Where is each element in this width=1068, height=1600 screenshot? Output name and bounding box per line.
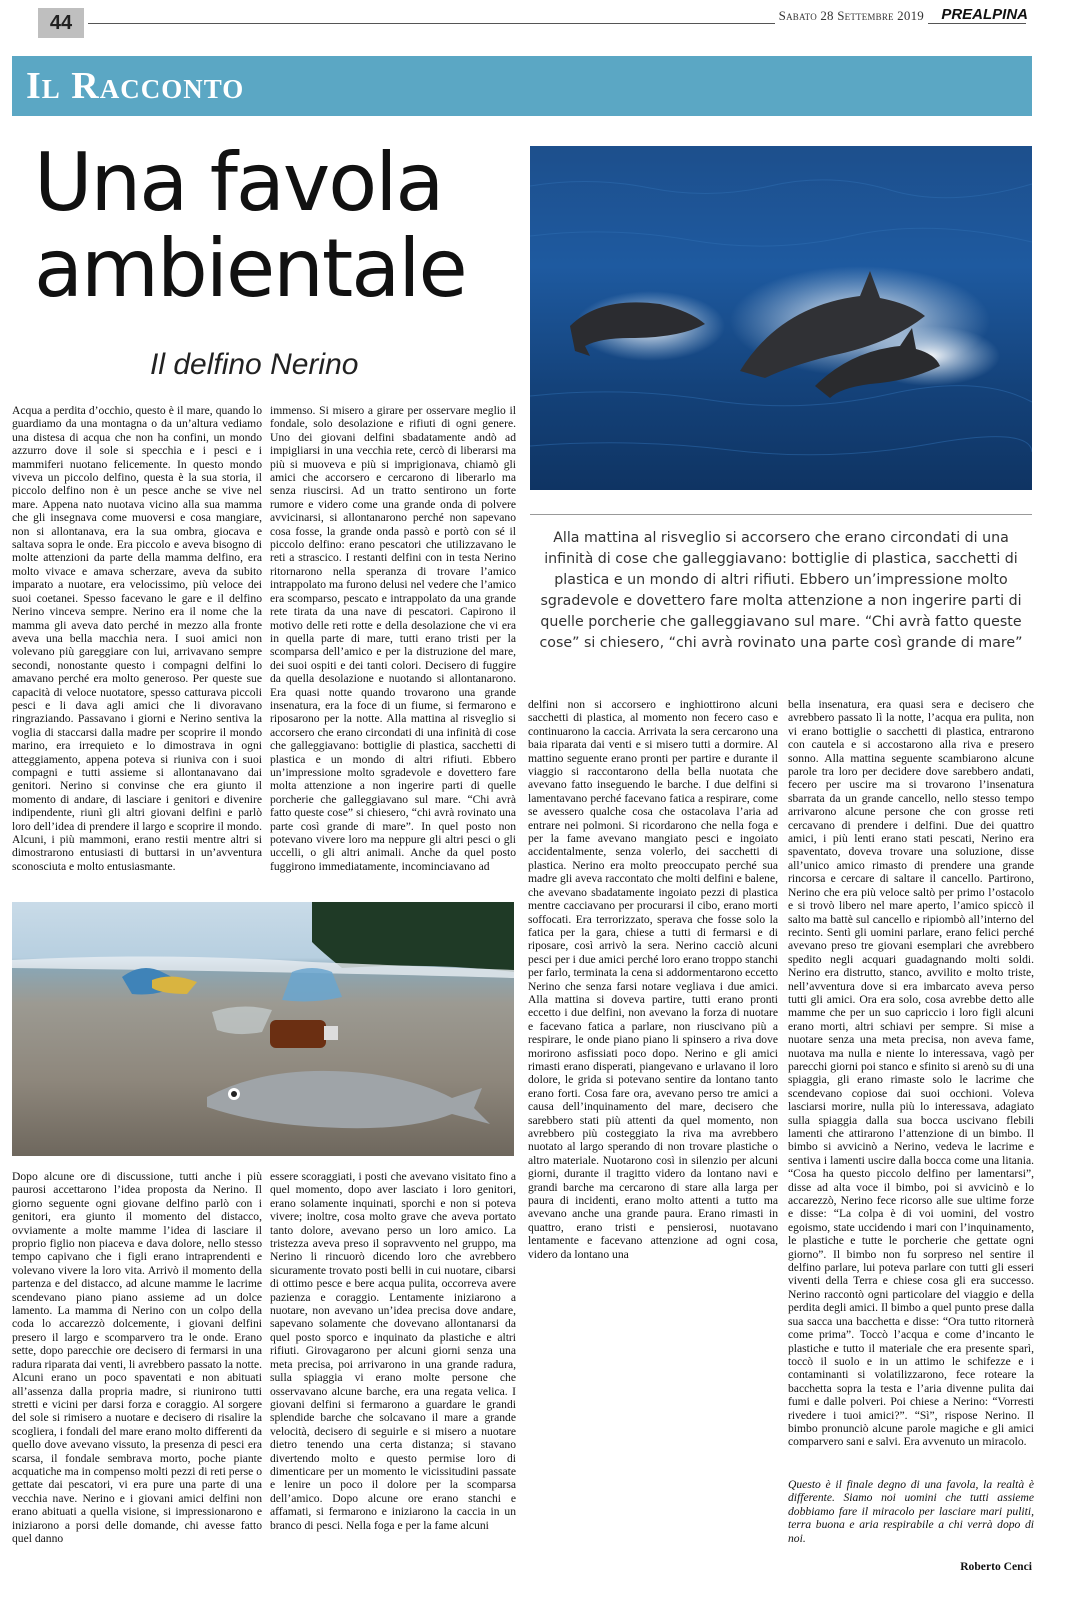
paragraph: essere scoraggiati, i posti che avevano visitato fino a quel momento, dopo aver lasciato i loro genitori, erano solamente inquinati, sporchi e non si poteva vivere; inoltre, cosa molto grave che aveva portato tanto dolore, avevano perso un loro amico. La tristezza aveva preso il sopravvento nel gruppo, ma Nerino li rincuorò dicendo loro che avrebbero sicuramente trovato posti belli in cui nuotare, cibarsi di ottimo pesce e bere acqua pulita, occorreva avere pazienza e coraggio. Lentamente iniziarono a nuotare, non avevano un’idea precisa dove andare, sapevano solamente che dovevano allontanarsi da quel posto sporco e inquinato da plastiche e altri rifiuti. Girovagarono per alcuni giorni senza una meta precisa, poi arrivarono in una grande radura, sulla spiaggia vi erano molte persone che osservavano alcune barche, era una regata velica. I giovani delfini si fermarono a guardare le grandi splendide barche che solcavano il mare a grande velocità, decisero di seguirle e si misero a nuotare dietro tenendo una certa distanza; si stavano divertendo molto e questo permise loro di dimenticare per un momento le vicissitudini passate e lenire un poco il dolore per la scomparsa dell’amico. Dopo alcune ore erano stanchi e affamati, si fermarono e iniziarono la caccia in un branco di pesci. Nella foga e per la fame alcuni [270, 1170, 516, 1532]
article-column-3 [528, 698, 778, 1595]
headline-line-2: ambientale [34, 222, 466, 315]
paragraph: Acqua a perdita d’occhio, questo è il mare, quando lo guardiamo da una montagna o da un’altura vediamo una distesa di acqua che non ha confini, un mondo azzurro dove il sole si specchia e i pesci e i mammiferi nuotano felicemente. In questo mondo viveva un piccolo delfino, questa è la sua storia, il piccolo delfino non è un pesce anche se vive nel mare. Appena nato nuotava vicino alla sua mamma che gli insegnava come muoversi e cosa mangiare, non si allontanava, era la sua ombra, giocava e saltava sopra le onde. Era piccolo e aveva bisogno di molte attenzioni da parte della mamma delfino, era molto vivace e amava scherzare, aveva da subito imparato a nuotare, era velocissimo, più veloce dei suoi coetanei. Spesso facevano le gare e il delfino Nerino vinceva sempre. Nerino era il nome che la mamma gli aveva dato perché in mezzo alla fronte aveva una bella macchia nera. I suoi amici non volevano più gareggiare con lui, arrivavano sempre secondi, nonostante questo i compagni delfini lo amavano perché era molto generoso. Per queste sue capacità di veloce nuotatore, spesso catturava piccoli pesci e li dava agli amici che li divoravano ringraziando. Passavano i giorni e Nerino sentiva la voglia di staccarsi dalla madre per scoprire il mondo marino, era irrequieto e lo dimostrava in ogni atteggiamento, appena poteva si riuniva con i suoi compagni e tutti assieme si allontanavano dai genitori. Nerino si convinse che era giunto il momento di andare, di lasciare i genitori e divenire indipendente, riunì gli altri giovani delfini e parlò loro dell’idea di prendere il largo e scoprire il mondo. Alcuni, i più mammoni, erano restii mentre altri si dimostrarono entusiasti di buttarsi in un’avventura sconosciuta e molto entusiasmante. [12, 404, 262, 873]
paragraph: bella insenatura, era quasi sera e decisero che avrebbero passato lì la notte, l’acqua era pulita, non vi erano bottiglie o sacchetti di plastica, entrarono con cautela e si accostarono alla riva e presero sonno. Alla mattina seguente scambiarono alcune parole tra loro per decidere dove sarebbero andati, fecero per uscire ma si trovarono l’insenatura sbarrata da un grande cancello, nello stesso tempo arrivarono alcune persone che con grosse reti cercavano di prendere i delfini. Due dei quattro amici, i più lenti erano stati pescati, Nerino era spaventato, doveva trovare una soluzione, disse all’unico amico rimasto di prendere una grande rincorsa e cercare di saltare il cancello. Partirono, Nerino che era più veloce saltò per primo l’ostacolo e si trovò libero nel mare aperto, l’amico spiccò il salto ma battè sul cancello e ripiombò all’interno del recinto. Sentì gli uomini parlare, erano felici perché avevano preso tre giovani esemplari che avrebbero spedito negli acquari guadagnando molti soldi. Nerino era distrutto, stanco, avvilito e molto triste, nell’avventura dove si era imbarcato aveva perso tutti gli amici. Ora era solo, cosa avrebbe detto alle mamme che per un suo capriccio i loro figli alcuni erano morti, altri schiavi per sempre. Si mise a nuotare senza una meta precisa, non aveva fame, nuotava ma nulla e niente lo interessava, vagò per parecchi giorni poi stanco e sfinito si arenò su di una spiaggia, gli erano rimaste solo le lacrime che scendevano copiose dai suoi occhioni. Voleva lasciarsi morire, nulla più lo interessava, adagiato sulla spiaggia dalla sua bocca uscivano flebili lamenti che attirarono l’attenzione di un bimbo. Il bimbo si avvicinò a Nerino, vedeva le lacrime e sentiva i lamenti uscire dalla bocca come una litania. “Cosa ha questo piccolo delfino per lamentarsi”, disse ad alta voce il bimbo, poi si avvicinò e lo accarezzò, Nerino fece ricorso alle sue ultime forze e disse: “La colpa è di voi uomini, del vostro egoismo, state uccidendo i mari con l’inquinamento, le plastiche e tutte le porcherie che gettate ogni giorno”. Il bimbo non fu sorpreso nel sentire il delfino parlare, lui poteva parlare con tutti gli esseri viventi della Terra e chiese cosa gli era successo. Nerino raccontò ogni particolare del viaggio e della perdita degli amici. Il bimbo a quel punto prese dalla sua sacca una bacchetta e disse: “Ora tutto ritornerà come prima”. Toccò l’acqua e come d’incanto le plastiche e tutto il materiale che era presente sparì, toccò il suolo e in un attimo le schifezze e i contaminanti si volatilizzarono, fece roteare la bacchetta sopra la testa e l’aria divenne pulita dai fumi e dalle polveri. Poi chiese a Nerino: “Vorresti rivedere i tuoi amici?”. “Sì”, rispose Nerino. Il bimbo pronunciò alcune parole magiche e gli amici comparvero sani e salvi. Era avvenuto un miracolo. [788, 698, 1034, 1449]
headline-line-1: Una favola [34, 136, 443, 229]
dolphins-photo [530, 146, 1032, 490]
article-column-1-continued [12, 1170, 262, 1595]
article-column-2-continued [270, 1170, 516, 1595]
paragraph: delfini non si accorsero e inghiottirono alcuni sacchetti di plastica, al momento non fecero caso e continuarono la caccia. Arrivata la sera cercarono una baia riparata dai venti e si misero tutti a dormire. Al mattino seguente erano pronti per partire e durante il viaggio si raccontarono della bella nuotata che avevano fatto inseguendo le barche. I due delfini si lamentavano perché facevano fatica a respirare, come se avessero qualche cosa che ostacolava l’aria ad entrare nei polmoni. Si ricordarono che nella foga e per la fame avevano mangiato pesci e ingoiato accidentalmente, senza volerlo, dei sacchetti di plastica. Nerino era molto preoccupato perché sua madre gli aveva raccontato che molti delfini e balene, che avevano sbadatamente ingoiato pezzi di plastica mentre cacciavano per procurarsi il cibo, erano morti soffocati. Era terrorizzato, sperava che fosse solo la fatica per la gara, chiese a tutti di fermarsi e di riposare, così arrivò la sera. Nerino cacciò alcuni pesci per i due amici perché loro erano troppo stanchi per farlo, terminata la cena si addormentarono eccetto Nerino che senza farsi notare vegliava i due amici. Alla mattina si doveva partire, tutti erano pronti eccetto i due delfini, non avevano la forza di nuotare e facevano fatica a parlare, non riuscivano più a respirare, le onde piano piano li spinsero a riva dove morirono asfissiati poco dopo. Nerino e gli amici rimasti erano disperati, piangevano e urlavano il loro dolore, le grida si potevano sentire da lontano tanto erano forti. Cosa fare ora, avevano perso tre amici a causa dell’inquinamento del mare, decisero che sarebbero stati più attenti da quel momento, non avrebbero più costeggiato la riva ma avrebbero nuotato al largo sperando di non trovare plastiche o altro materiale. Nuotarono così in silenzio per alcuni giorni, durante il tragitto videro da lontano navi e grandi barche ma cercarono di stare alla larga per paura di incidenti, erano molto attenti a tutto ma avevano anche una grande paura. Erano rimasti in quattro, erano tristi e pensierosi, nuotavano lentamente e facevano attenzione ad ogni cosa, videro da lontano una [528, 698, 778, 1261]
dolphins-illustration [530, 146, 1032, 490]
section-title: Il Racconto [26, 65, 245, 107]
author-byline: Roberto Cenci [960, 1560, 1032, 1573]
article-column-2 [270, 404, 516, 894]
caption-divider [530, 514, 1032, 515]
polluted-beach-photo [12, 902, 514, 1156]
newspaper-logo: PREALPINA [937, 6, 1028, 23]
paragraph: immenso. Si misero a girare per osservare meglio il fondale, solo desolazione e rifiuti di ogni genere. Uno dei giovani delfini sbadatamente andò ad impigliarsi in una vecchia rete, cercò di liberarsi ma più si muoveva e più si imprigionava, chiamò gli amici che accorsero e cercarono di liberarlo ma senza riuscirsi. Ad un tratto sentirono un forte rumore e videro come una grande onda di polvere avvicinarsi, si allontanarono perché non sapevano cosa fosse, la grande onda passò e portò con sé il piccolo delfino: erano pescatori che utilizzavano le reti a strascico. I restanti delfini con in testa Nerino ritornarono nella speranza di trovare l’amico intrappolato ma furono delusi nel vedere che l’amico era scomparso, pescato e intrappolato da una grande rete tirata da una nave di pescatori. Capirono il motivo delle reti rotte e della desolazione che vi era in quella parte di mare, tutti erano tristi per la scomparsa dell’amico e per la distruzione del mare, dei suoi ospiti e dei tanti colori. Decisero di fuggire da quella desolazione e nuotando si allontanarono. Era quasi notte quando trovarono una grande insenatura, era la foce di un fiume, si fermarono e riposarono per la notte. Alla mattina al risveglio si accorsero che erano circondati di una infinità di cose che galleggiavano: bottiglie di plastica, sacchetti di plastica e un mondo di altri rifiuti. Ebbero un’impressione molto sgradevole e dovettero fare molta attenzione a non ingerire parti di quelle porcherie che galleggiavano sul mare. “Chi avrà fatto queste cose” si chiesero, “chi avrà rovinato una parte così grande di mare”. In quel posto non potevano vivere loro ma neppure gli altri pesci o gli uccelli, o gli altri animali. Anche da quel posto fuggirono immediatamente, incominciavano ad [270, 404, 516, 873]
issue-date: Sabato 28 Settembre 2019 [775, 8, 928, 24]
photo-caption: Alla mattina al risveglio si accorsero che erano circondati di una infinità di cose che galleggiavano: bottiglie di plastica, sacchetti di plastica e un mondo di altri rifiuti. Ebbero un’impressione molto sgradevole e dovettero fare molta attenzione a non ingerire parti di quelle porcherie che galleggiavano sul mare. “Chi avrà fatto queste cose” si chiesero, “chi avrà rovinato una parte così grande di mare” [539, 530, 1023, 651]
article-column-4 [788, 698, 1034, 1548]
beach-illustration [12, 902, 514, 1156]
section-banner [12, 56, 1032, 116]
article-column-1 [12, 404, 262, 894]
article-subhead: Il delfino Nerino [150, 348, 359, 381]
page-number: 44 [38, 8, 84, 38]
paragraph: Dopo alcune ore di discussione, tutti anche i più paurosi accettarono l’idea proposta da Nerino. Il giorno seguente ogni giovane delfino parlò con i genitori, era giunto il momento del distacco, ovviamente a molte mamme l’idea di lasciare il proprio figlio non piaceva e dava dolore, nello stesso tempo capivano che i figli erano intraprendenti e volevano vivere la loro vita. Arrivò il momento della partenza e del distacco, ad alcune mamme le lacrime scendevano piano piano assieme ad un dolce lamento. La mamma di Nerino con un colpo della coda lo accarezzò dolcemente, i giovani delfini presero il largo e scomparvero tra le onde. Erano sette, dopo parecchie ore decisero di fermarsi in una radura riparata dai venti, li avrebbero passato la notte. Alcuni erano un poco spaventati e non abituati all’assenza dalla propria madre, si riunirono tutti stretti e vicini per darsi forza e coraggio. Al sorgere del sole si rimisero a nuotare e decisero di risalire la scogliera, i fondali del mare erano molto differenti da quello dove avevano vissuto, la presenza di pesci era scarsa, il fondale sembrava morto, poche piante acquatiche ma in compenso molti pezzi di reti perse o gettate dai pescatori, vi era pure una parte di una vecchia nave. Nerino e i giovani amici delfini non erano abituati a quella visione, si impressionarono e iniziarono a porsi delle domande, chi avesse fatto quel danno [12, 1170, 262, 1545]
closing-note: Questo è il finale degno di una favola, la realtà è differente. Siamo noi uomini che tutti assieme dobbiamo fare il miracolo per lasciare mari puliti, terra buona e aria respirabile a chi verrà dopo di noi. [788, 1478, 1034, 1545]
article-headline [34, 136, 534, 315]
